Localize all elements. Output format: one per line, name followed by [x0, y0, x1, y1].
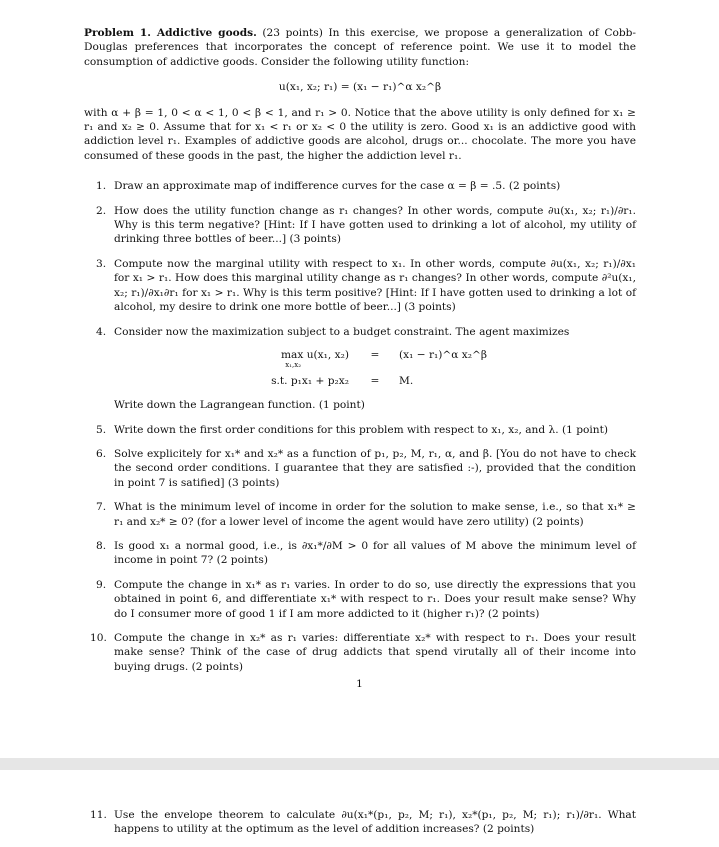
question-text: How does the utility function change as r₁ changes? In other words, compute ∂u(x₁, x₂; r₁)/∂r₁. Why is this term negative? [Hint: If I have gotten used to drinking a lot of alcohol, my utility of drinking three bottles of beer...] (3 points) [114, 204, 636, 246]
question-text: Use the envelope theorem to calculate ∂u(x₁*(p₁, p₂, M; r₁), x₂*(p₁, p₂, M; r₁); r₁)/∂r₁. What happens to utility at the optimum as the level of addition increases? (2 points) [114, 809, 636, 836]
question-item: 10. Compute the change in x₂* as r₁ varies: differentiate x₂* with respect to r₁. Does your result make sense? Think of the case of drug addicts that spend virutally all of their income into buying drugs. (2 points) [90, 632, 636, 673]
question-item: 6. Solve explicitely for x₁* and x₂* as a function of p₁, p₂, M, r₁, α, and β. [You do not have to check the second order conditions. I guarantee that they are satisfied :-), provided that the condition in point 7 is satified] (3 points) [96, 447, 636, 489]
intro-paragraph [84, 26, 636, 69]
question-text: Is good x₁ a normal good, i.e., is ∂x₁*/∂M > 0 for all values of M above the minimum level of income in point 7? (2 points) [114, 539, 636, 567]
question-item: 5. Write down the first order conditions for this problem with respect to x₁, x₂, and λ. (1 point) [96, 423, 608, 436]
question-text: Compute the change in x₂* as r₁ varies: differentiate x₂* with respect to r₁. Does your result make sense? Think of the case of drug addicts that spend virutally all of their income into buying drugs. (2 points) [114, 632, 636, 673]
question-text: Write down the first order conditions for this problem with respect to x₁, x₂, and λ. (1 point) [114, 423, 608, 436]
page-1-content [84, 26, 636, 684]
question-text: Solve explicitely for x₁* and x₂* as a function of p₁, p₂, M, r₁, α, and β. [You do not have to check the second order conditions. I guarantee that they are satisfied :-), provided that the condition in point 7 is satified] (3 points) [114, 447, 636, 489]
document-page-2 [0, 770, 719, 841]
question-text: Draw an approximate map of indifference curves for the case α = β = .5. (2 points) [114, 180, 561, 193]
page-number: 1 [356, 678, 363, 690]
question-item: 9. Compute the change in x₁* as r₁ varies. In order to do so, use directly the expressions that you obtained in point 6, and differentiate x₁* with respect to r₁. Does your result make sense? Why do I consumer more of good 1 if I am more addicted to it (higher r₁)? (2 points) [96, 578, 636, 620]
question-list [84, 179, 636, 674]
question-item: 8. Is good x₁ a normal good, i.e., is ∂x₁*/∂M > 0 for all values of M above the minimum level of income in point 7? (2 points) [96, 539, 636, 567]
constraint-lhs: s.t. p₁x₁ + p₂x₂ [271, 374, 349, 387]
page-separator [0, 758, 719, 770]
question-item: 4. Consider now the maximization subject to a budget constraint. The agent maximizes max u(x₁, x₂) $^{x_1,x_2}$ = (x₁ − r₁)^α x₂^β s.t. p₁x₁ + p₂x₂ = M. Write down the Lagrangean function. (1 point) [84, 325, 636, 413]
question-item: 3. Compute now the marginal utility with respect to x₁. In other words, compute ∂u(x₁, x₂; r₁)/∂x₁ for x₁ > r₁. How does this marginal utility change as r₁ changes? In other words, compute ∂²u(x₁, x₂; r₁)/∂x₁∂r₁ for x₁ > r₁. Why is this term positive? [Hint: If I have gotten used to drinking a lot of alcohol, my desire to drink one more bottle of beer...] (3 points) [96, 257, 636, 314]
question-item: 7. What is the minimum level of income in order for the solution to make sense, i.e., so that x₁* ≥ r₁ and x₂* ≥ 0? (for a lower level of income the agent would have zero utility) (2 points) [96, 501, 636, 528]
question-text: Consider now the maximization subject to a budget constraint. The agent maximizes [114, 325, 570, 338]
optimization-problem: max u(x₁, x₂) $^{x_1,x_2}$ = (x₁ − r₁)^α x₂^β s.t. p₁x₁ + p₂x₂ = M. [114, 348, 636, 388]
question-item: 1. Draw an approximate map of indifference curves for the case α = β = .5. (2 points) [96, 180, 561, 193]
assumptions-paragraph: with α + β = 1, 0 < α < 1, 0 < β < 1, and r₁ > 0. Notice that the above utility is only defined for x₁ ≥ r₁ and x₂ ≥ 0. Assume that for x₁ < r₁ or x₂ < 0 the utility is zero. Good x₁ is an addictive good with addiction level r₁. Examples of addictive goods are alcohol, drugs or... chocolate. The more you have consumed of these goods in the past, the higher the addiction level r₁. [84, 106, 636, 162]
objective-rhs: (x₁ − r₁)^α x₂^β [399, 348, 488, 361]
utility-equation: u(x₁, x₂; r₁) = (x₁ − r₁)^α x₂^β [278, 81, 442, 94]
objective-lhs: max u(x₁, x₂) $^{x_1,x_2}$ [281, 348, 349, 370]
question-item: 2. How does the utility function change as r₁ changes? In other words, compute ∂u(x₁, x₂; r₁)/∂r₁. Why is this term negative? [Hint: If I have gotten used to drinking a lot of alcohol, my utility of drinking three bottles of beer...] (3 points) [96, 204, 636, 246]
question-text: Compute now the marginal utility with respect to x₁. In other words, compute ∂u(x₁, x₂; r₁)/∂x₁ for x₁ > r₁. How does this marginal utility change as r₁ changes? In other words, compute ∂²u(x₁, x₂; r₁)/∂x₁∂r₁ for x₁ > r₁. Why is this term positive? [Hint: If I have gotten used to drinking a lot of alcohol, my desire to drink one more bottle of beer...] (3 points) [114, 257, 636, 314]
problem-heading: Problem 1. Addictive goods. [84, 27, 257, 39]
question-text: Compute the change in x₁* as r₁ varies. In order to do so, use directly the expressions that you obtained in point 6, and differentiate x₁* with respect to r₁. Does your result make sense? Why do I consumer more of good 1 if I am more addicted to it (higher r₁)? (2 points) [114, 578, 636, 620]
question-text: What is the minimum level of income in order for the solution to make sense, i.e., so that x₁* ≥ r₁ and x₂* ≥ 0? (for a lower level of income the agent would have zero utility) (2 points) [114, 501, 636, 528]
question-item: 11. Use the envelope theorem to calculate ∂u(x₁*(p₁, p₂, M; r₁), x₂*(p₁, p₂, M; r₁); r₁)/∂r₁. What happens to utility at the optimum as the level of addition increases? (2 points) [90, 809, 636, 836]
constraint-rhs: M. [399, 374, 414, 387]
question-followup: Write down the Lagrangean function. (1 point) [114, 399, 365, 412]
intro-text: (23 points) In this exercise, we propose a generalization of Cobb-Douglas preferences that incorporates the concept of reference point. We use it to model the consumption of addictive goods. Consider the following utility function: [84, 27, 636, 68]
